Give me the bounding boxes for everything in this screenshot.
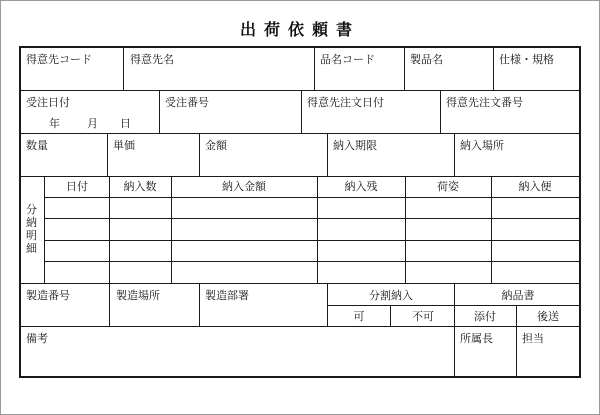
cell-divider <box>123 46 124 90</box>
manufacture-place-label: 製造場所 <box>116 289 160 302</box>
delivery-note-attached: 添付 <box>474 310 496 323</box>
form-border-top <box>19 46 581 48</box>
manufacture-dept-label: 製造部署 <box>205 289 249 302</box>
cell-divider <box>440 90 441 133</box>
form-border-bottom <box>19 376 581 378</box>
row-separator <box>19 283 581 284</box>
person-in-charge-label: 担当 <box>522 332 544 345</box>
row-separator <box>19 133 581 134</box>
customer-code-label: 得意先コード <box>26 53 92 66</box>
table-divider <box>171 176 172 283</box>
cell-divider <box>327 133 328 176</box>
order-date-label: 受注日付 <box>26 96 70 109</box>
table-divider <box>44 176 45 283</box>
order-date-day: 日 <box>120 117 131 130</box>
table-row-line <box>44 197 581 198</box>
customer-name-label: 得意先名 <box>130 53 174 66</box>
table-header-shipment: 納入便 <box>518 180 552 193</box>
remarks-label: 備考 <box>26 332 48 345</box>
cell-divider <box>493 46 494 90</box>
cell-divider <box>516 305 517 326</box>
cell-divider <box>404 46 405 90</box>
cell-divider <box>199 283 200 326</box>
table-header-packing: 荷姿 <box>437 180 459 193</box>
split-delivery-label: 分割納入 <box>369 289 413 302</box>
table-header-remaining: 納入残 <box>344 180 378 193</box>
order-number-label: 受注番号 <box>165 96 209 109</box>
cell-divider <box>516 326 517 376</box>
cell-divider <box>301 90 302 133</box>
customer-order-number-label: 得意先注文番号 <box>446 96 523 109</box>
split-delivery-side-label: 分納明細 <box>26 203 37 255</box>
table-divider <box>317 176 318 283</box>
row-separator <box>19 90 581 91</box>
delivery-note-sent-later: 後送 <box>537 310 559 323</box>
unit-price-label: 単価 <box>113 139 135 152</box>
row-separator <box>19 176 581 177</box>
amount-label: 金額 <box>205 139 227 152</box>
table-row-line <box>44 218 581 219</box>
order-date-month: 月 <box>87 117 98 130</box>
product-name-label: 製品名 <box>410 53 443 66</box>
split-delivery-allowed: 可 <box>353 310 365 323</box>
row-separator <box>19 326 581 327</box>
cell-divider <box>390 305 391 326</box>
table-divider <box>405 176 406 283</box>
manufacture-number-label: 製造番号 <box>26 289 70 302</box>
manager-label: 所属長 <box>460 332 493 345</box>
delivery-deadline-label: 納入期限 <box>333 139 377 152</box>
cell-divider <box>314 46 315 90</box>
cell-sub-line <box>327 305 581 306</box>
table-header-delivered-amount: 納入金額 <box>222 180 266 193</box>
split-delivery-not-allowed: 不可 <box>412 310 434 323</box>
cell-divider <box>159 90 160 133</box>
table-header-date: 日付 <box>66 180 88 193</box>
order-date-year: 年 <box>49 117 60 130</box>
form-border-left <box>19 46 21 378</box>
table-divider <box>491 176 492 283</box>
delivery-place-label: 納入場所 <box>460 139 504 152</box>
cell-divider <box>454 326 455 376</box>
quantity-label: 数量 <box>26 139 48 152</box>
form-border-right <box>579 46 581 378</box>
form-grid <box>19 46 581 378</box>
spec-label: 仕様・規格 <box>499 53 554 66</box>
table-header-delivered-qty: 納入数 <box>123 180 157 193</box>
cell-divider <box>199 133 200 176</box>
form-title: 出荷依頼書 <box>239 20 360 39</box>
product-code-label: 品名コード <box>320 53 375 66</box>
cell-divider <box>109 283 110 326</box>
table-row-line <box>44 261 581 262</box>
cell-divider <box>107 133 108 176</box>
table-row-line <box>44 240 581 241</box>
customer-order-date-label: 得意先注文日付 <box>307 96 384 109</box>
delivery-note-label: 納品書 <box>501 289 535 302</box>
cell-divider <box>454 133 455 176</box>
table-divider <box>109 176 110 283</box>
